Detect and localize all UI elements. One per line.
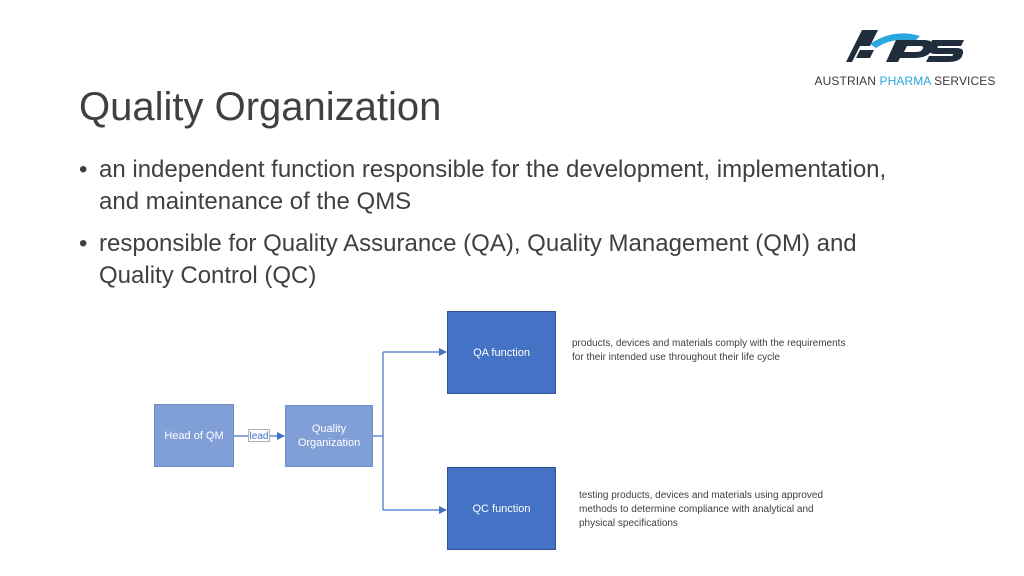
- lead-edge-label: lead: [249, 431, 269, 442]
- qc-function-box: QC function: [447, 467, 556, 550]
- qa-function-box: QA function: [447, 311, 556, 394]
- bullet-dot-icon: •: [79, 156, 88, 183]
- qa-description: products, devices and materials comply with the requirements for their intended use throughout their life cycle: [572, 338, 846, 363]
- qc-description: testing products, devices and materials using approved methods to determine compliance with analytical and physical specifications: [579, 490, 824, 529]
- page-title: Quality Organization: [79, 84, 442, 129]
- head-of-qm-box: Head of QM: [154, 404, 234, 467]
- bullet-dot-icon: •: [79, 230, 88, 257]
- bullet-item: • an independent function responsible for the development, implementation, and maintenance of the QMS: [79, 156, 887, 215]
- aps-logo-icon: [814, 26, 996, 70]
- company-logo: [814, 26, 996, 92]
- quality-organization-box: Quality Organization: [285, 405, 373, 467]
- logo-wordmark: AUSTRIAN PHARMA SERVICES: [814, 74, 996, 88]
- bullet-list: [79, 154, 909, 302]
- bullet-item: • responsible for Quality Assurance (QA), Quality Management (QM) and Quality Control (QC): [79, 230, 857, 289]
